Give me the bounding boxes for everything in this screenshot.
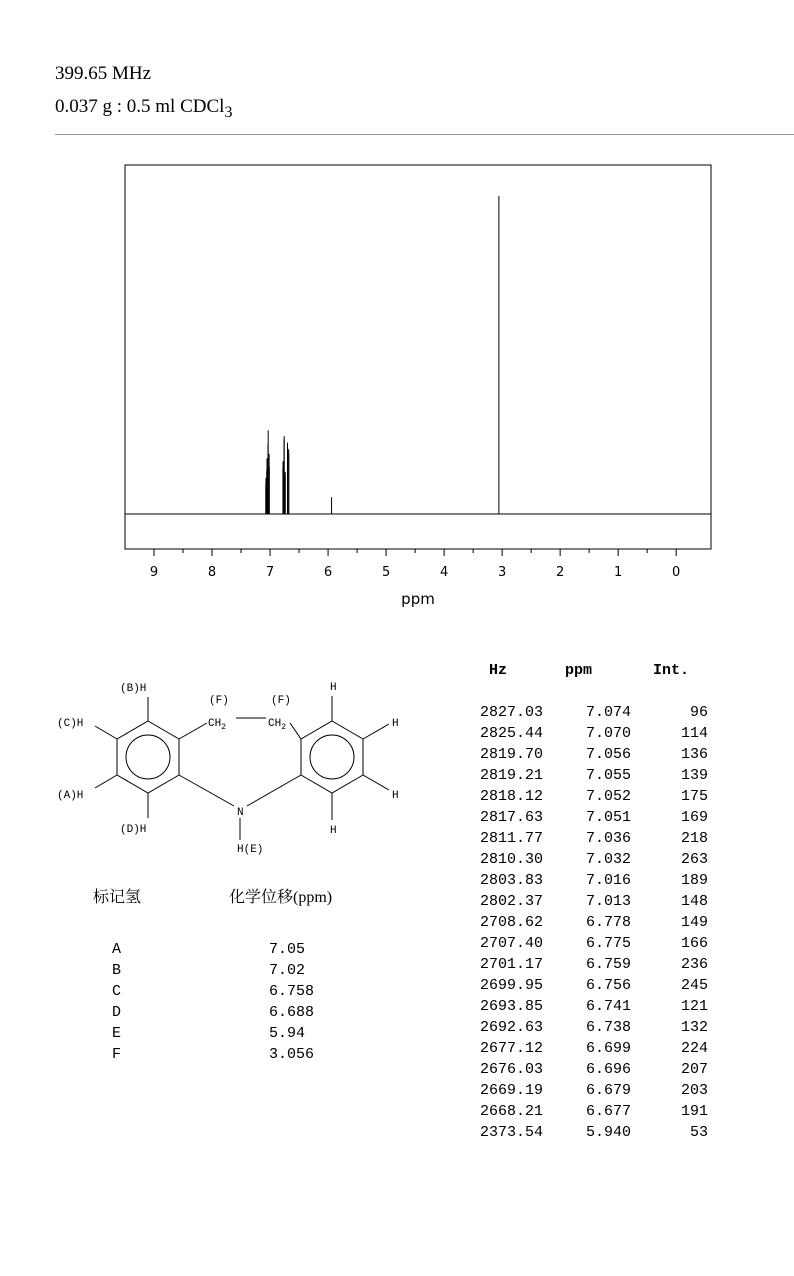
label-h-right-lower: H bbox=[392, 790, 399, 802]
x-tick-label: 4 bbox=[439, 565, 449, 580]
x-tick-label: 0 bbox=[672, 565, 681, 580]
assignment-shift: 7.05 bbox=[269, 941, 306, 958]
peak-ppm: 7.051 bbox=[585, 809, 631, 826]
label-ch2-right: $CH_2$ bbox=[268, 718, 287, 732]
peak-hz: 2819.70 bbox=[479, 746, 543, 763]
label-d-h: (D)H bbox=[120, 824, 147, 836]
peak-ppm: 7.056 bbox=[585, 746, 631, 763]
peak-hz: 2825.44 bbox=[479, 725, 543, 742]
assignment-label: C bbox=[112, 983, 122, 1000]
peak-hz: 2373.54 bbox=[479, 1124, 543, 1141]
label-a-h: (A)H bbox=[57, 790, 84, 802]
assignment-row bbox=[112, 1002, 412, 1023]
peak-int: 53 bbox=[689, 1124, 708, 1141]
peak-hz: 2692.63 bbox=[479, 1019, 543, 1036]
peak-hz: 2707.40 bbox=[479, 935, 543, 952]
x-tick-label: 1 bbox=[614, 565, 623, 580]
peak-int: 263 bbox=[680, 851, 708, 868]
label-h-e: H(E) bbox=[237, 844, 264, 856]
assignment-header-shift: 化学位移(ppm) bbox=[229, 889, 333, 906]
assignment-row bbox=[112, 1044, 412, 1065]
peak-hz: 2827.03 bbox=[479, 704, 543, 721]
peak-hz: 2803.83 bbox=[479, 872, 543, 889]
label-f-left: (F) bbox=[209, 695, 229, 707]
peak-ppm: 7.016 bbox=[585, 872, 631, 889]
assignment-label: E bbox=[112, 1025, 122, 1042]
peak-int: 218 bbox=[680, 830, 708, 847]
peak-hz: 2699.95 bbox=[479, 977, 543, 994]
peak-int: 189 bbox=[680, 872, 708, 889]
peak-ppm: 6.759 bbox=[585, 956, 631, 973]
assignment-row bbox=[112, 939, 412, 960]
peak-int: 121 bbox=[680, 998, 708, 1015]
header-int: Int. bbox=[653, 662, 690, 679]
molecule-structure bbox=[0, 0, 440, 880]
peak-hz: 2676.03 bbox=[479, 1061, 543, 1078]
assignment-label: B bbox=[112, 962, 122, 979]
peak-int: 207 bbox=[680, 1061, 708, 1078]
peak-int: 169 bbox=[680, 809, 708, 826]
peak-int: 96 bbox=[689, 704, 708, 721]
peak-int: 191 bbox=[680, 1103, 708, 1120]
assignment-label: D bbox=[112, 1004, 122, 1021]
assignment-row bbox=[112, 981, 412, 1002]
assignment-shift: 5.94 bbox=[269, 1025, 306, 1042]
peak-ppm: 6.756 bbox=[585, 977, 631, 994]
peak-hz: 2810.30 bbox=[479, 851, 543, 868]
sample-subscript: 3 bbox=[224, 103, 233, 121]
right-ring-aromatic-circle bbox=[310, 735, 354, 779]
assignment-shift: 6.688 bbox=[269, 1004, 315, 1021]
peak-hz: 2817.63 bbox=[479, 809, 543, 826]
label-ch2-left: $CH_2$ bbox=[208, 718, 227, 732]
peak-int: 132 bbox=[680, 1019, 708, 1036]
assignment-table bbox=[112, 939, 412, 1065]
peak-ppm: 7.032 bbox=[585, 851, 631, 868]
peak-ppm: 6.738 bbox=[585, 1019, 631, 1036]
peak-ppm: 6.679 bbox=[585, 1082, 631, 1099]
label-c-h: (C)H bbox=[57, 718, 84, 730]
spectrometer-frequency: 399.65 MHz bbox=[55, 63, 152, 84]
peak-ppm: 6.696 bbox=[585, 1061, 631, 1078]
peak-int: 139 bbox=[680, 767, 708, 784]
peak-int: 149 bbox=[680, 914, 708, 931]
assignment-shift: 7.02 bbox=[269, 962, 306, 979]
peak-hz: 2701.17 bbox=[479, 956, 543, 973]
peak-hz: 2693.85 bbox=[479, 998, 543, 1015]
peak-ppm: 7.074 bbox=[585, 704, 631, 721]
label-h-right-upper: H bbox=[392, 718, 399, 730]
peak-ppm: 6.778 bbox=[585, 914, 631, 931]
label-h-top-right: H bbox=[330, 682, 337, 694]
peak-int: 148 bbox=[680, 893, 708, 910]
label-h-bottom-right: H bbox=[330, 825, 337, 837]
assignment-row bbox=[112, 1023, 412, 1044]
x-tick-label: 2 bbox=[556, 565, 565, 580]
x-tick-label: 6 bbox=[323, 565, 333, 580]
peak-int: 114 bbox=[680, 725, 708, 742]
label-b-h: (B)H bbox=[120, 683, 147, 695]
peak-int: 203 bbox=[680, 1082, 708, 1099]
assignment-shift: 6.758 bbox=[269, 983, 315, 1000]
peak-hz: 2669.19 bbox=[479, 1082, 543, 1099]
x-tick-label: 7 bbox=[265, 565, 275, 580]
assignment-label: A bbox=[112, 941, 122, 958]
x-tick-label: 9 bbox=[149, 565, 159, 580]
peak-ppm: 6.699 bbox=[585, 1040, 631, 1057]
assignment-label: F bbox=[112, 1046, 122, 1063]
assignment-shift: 3.056 bbox=[269, 1046, 315, 1063]
sample-main: 0.037 g : 0.5 ml CDCl bbox=[55, 96, 225, 117]
x-axis-label: ppm bbox=[401, 590, 435, 608]
peak-ppm: 7.013 bbox=[585, 893, 631, 910]
assignment-header-label: 标记氢 bbox=[93, 889, 142, 906]
peak-ppm: 6.741 bbox=[585, 998, 631, 1015]
peak-ppm: 7.055 bbox=[585, 767, 631, 784]
peak-hz: 2668.21 bbox=[479, 1103, 543, 1120]
peak-hz: 2677.12 bbox=[479, 1040, 543, 1057]
peak-int: 224 bbox=[680, 1040, 708, 1057]
peak-ppm: 6.775 bbox=[585, 935, 631, 952]
left-ring-aromatic-circle bbox=[126, 735, 170, 779]
x-tick-label: 8 bbox=[207, 565, 217, 580]
peak-ppm: 5.940 bbox=[585, 1124, 631, 1141]
peak-int: 245 bbox=[680, 977, 708, 994]
peak-ppm: 7.036 bbox=[585, 830, 631, 847]
peak-hz: 2811.77 bbox=[479, 830, 543, 847]
peak-hz: 2819.21 bbox=[479, 767, 543, 784]
x-tick-label: 5 bbox=[381, 565, 391, 580]
peak-int: 136 bbox=[680, 746, 708, 763]
peak-hz: 2802.37 bbox=[479, 893, 543, 910]
label-nitrogen: N bbox=[237, 807, 244, 819]
peak-hz: 2708.62 bbox=[479, 914, 543, 931]
peak-int: 236 bbox=[680, 956, 708, 973]
peak-ppm: 6.677 bbox=[585, 1103, 631, 1120]
peak-int: 175 bbox=[680, 788, 708, 805]
peak-ppm: 7.070 bbox=[585, 725, 631, 742]
peak-ppm: 7.052 bbox=[585, 788, 631, 805]
x-tick-label: 3 bbox=[497, 565, 507, 580]
header-ppm: ppm bbox=[565, 662, 593, 679]
peak-int: 166 bbox=[680, 935, 708, 952]
peak-hz: 2818.12 bbox=[479, 788, 543, 805]
assignment-row bbox=[112, 960, 412, 981]
header-hz: Hz bbox=[489, 662, 508, 679]
label-f-right: (F) bbox=[271, 695, 291, 707]
